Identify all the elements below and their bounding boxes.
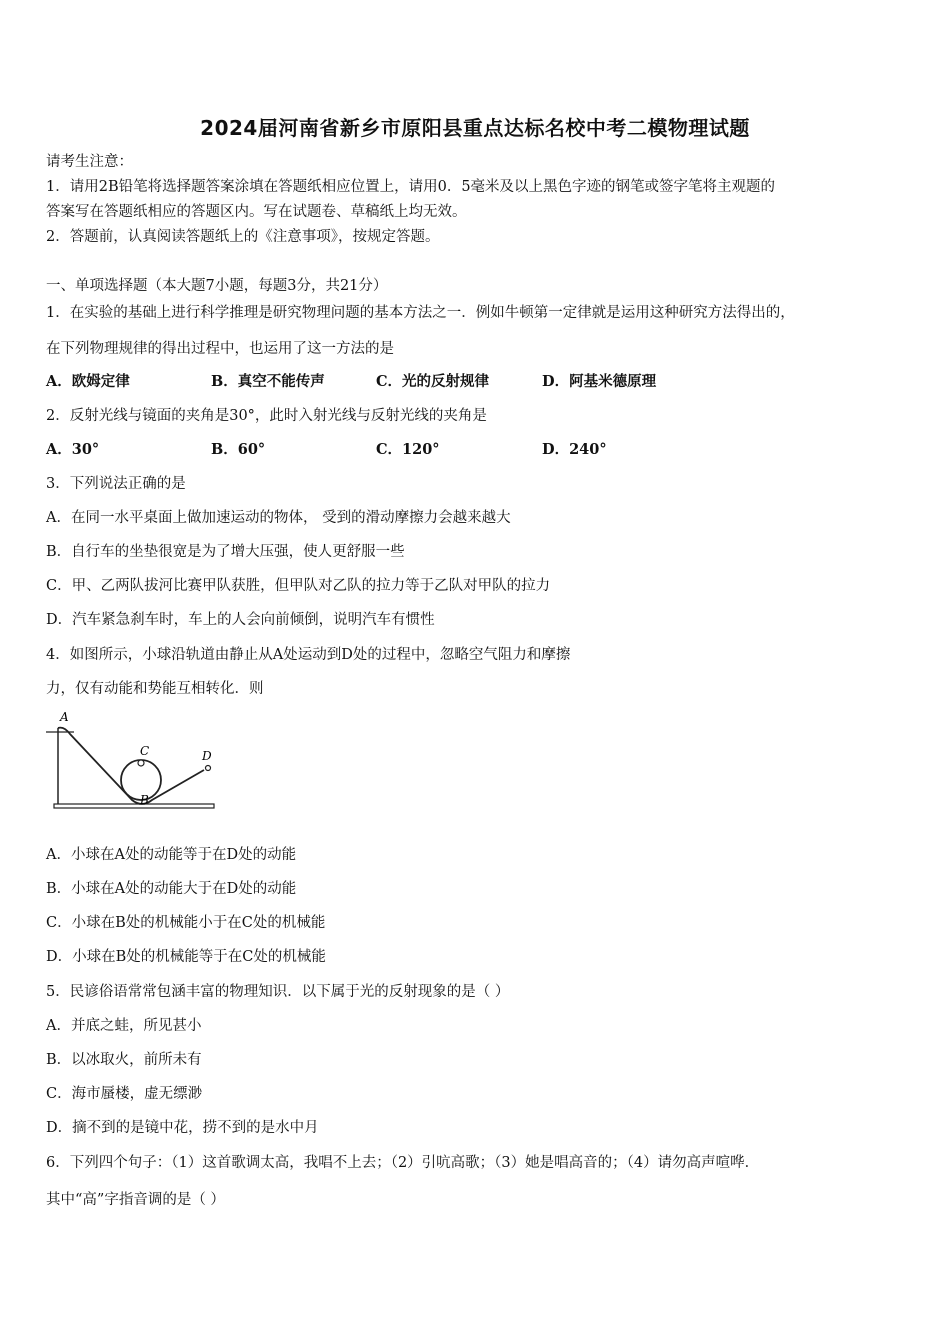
label-d: D (202, 749, 212, 763)
q4-option-a: A．小球在A处的动能等于在D处的动能 (46, 847, 297, 863)
q5-option-d: D．摘不到的是镜中花，捞不到的是水中月 (46, 1120, 319, 1136)
track-diagram (44, 708, 224, 816)
end-ball-icon (206, 766, 211, 771)
q1-option-d: D．阿基米德原理 (542, 373, 657, 390)
q1-option-c: C．光的反射规律 (376, 373, 490, 390)
q4-option-c: C．小球在B处的机械能小于在C处的机械能 (46, 915, 326, 931)
q3-stem: 3．下列说法正确的是 (46, 476, 186, 492)
ball-icon (138, 760, 144, 766)
q1-option-b: B．真空不能传声 (211, 373, 325, 390)
q6-stem-line-2: 其中“高”字指音调的是（ ） (46, 1192, 225, 1208)
label-a: A (60, 710, 69, 724)
label-b: B (140, 793, 149, 807)
q4-option-b: B．小球在A处的动能大于在D处的动能 (46, 881, 297, 897)
q4-stem-line-1: 4．如图所示，小球沿轨道由静止从A处运动到D处的过程中，忽略空气阻力和摩擦 (46, 647, 571, 663)
section-heading: 一、单项选择题（本大题7小题，每题3分，共21分） (46, 278, 388, 294)
notice-heading: 请考生注意： (46, 154, 133, 170)
page-title: 2024届河南省新乡市原阳县重点达标名校中考二模物理试题 (200, 116, 750, 140)
q5-option-a: A．并底之蛙，所见甚小 (46, 1018, 202, 1034)
q4-option-d: D．小球在B处的机械能等于在C处的机械能 (46, 949, 326, 965)
q4-stem-line-2: 力，仅有动能和势能互相转化．则 (46, 681, 264, 697)
q2-option-a: A．30° (46, 441, 100, 458)
notice-line-3: 2．答题前，认真阅读答题纸上的《注意事项》，按规定答题。 (46, 229, 440, 245)
q1-stem-line-2: 在下列物理规律的得出过程中，也运用了这一方法的是 (46, 341, 394, 357)
q2-option-c: C．120° (376, 441, 440, 458)
q5-stem: 5．民谚俗语常常包涵丰富的物理知识．以下属于光的反射现象的是（ ） (46, 984, 510, 1000)
q3-option-d: D．汽车紧急刹车时，车上的人会向前倾倒，说明汽车有惯性 (46, 612, 435, 628)
track-path (58, 728, 204, 804)
q6-stem-line-1: 6．下列四个句子：（1）这首歌调太高，我唱不上去；（2）引吭高歌；（3）她是唱高音的；（4）请勿高声喧哗． (46, 1155, 760, 1171)
label-c: C (140, 744, 150, 758)
q3-option-a: A．在同一水平桌面上做加速运动的物体， 受到的滑动摩擦力会越来越大 (46, 510, 511, 526)
q5-option-c: C．海市蜃楼，虚无缥渺 (46, 1086, 203, 1102)
q1-option-a: A．欧姆定律 (46, 373, 130, 390)
notice-line-1: 1．请用2B铅笔将选择题答案涂填在答题纸相应位置上，请用0．5毫米及以上黑色字迹的钢笔或签字笔将主观题的 (46, 179, 776, 195)
q3-option-b: B．自行车的坐垫很宽是为了增大压强，使人更舒服一些 (46, 544, 405, 560)
notice-line-2: 答案写在答题纸相应的答题区内。写在试题卷、草稿纸上均无效。 (46, 204, 467, 220)
q2-option-d: D．240° (542, 441, 607, 458)
ground-line (54, 804, 214, 808)
q2-stem: 2．反射光线与镜面的夹角是30°，此时入射光线与反射光线的夹角是 (46, 408, 487, 424)
q1-stem-line-1: 1．在实验的基础上进行科学推理是研究物理问题的基本方法之一．例如牛顿第一定律就是运用这种研究方法得出的， (46, 305, 795, 321)
q5-option-b: B．以冰取火，前所未有 (46, 1052, 202, 1068)
q3-option-c: C．甲、乙两队拔河比赛甲队获胜，但甲队对乙队的拉力等于乙队对甲队的拉力 (46, 578, 551, 594)
q2-option-b: B．60° (211, 441, 266, 458)
